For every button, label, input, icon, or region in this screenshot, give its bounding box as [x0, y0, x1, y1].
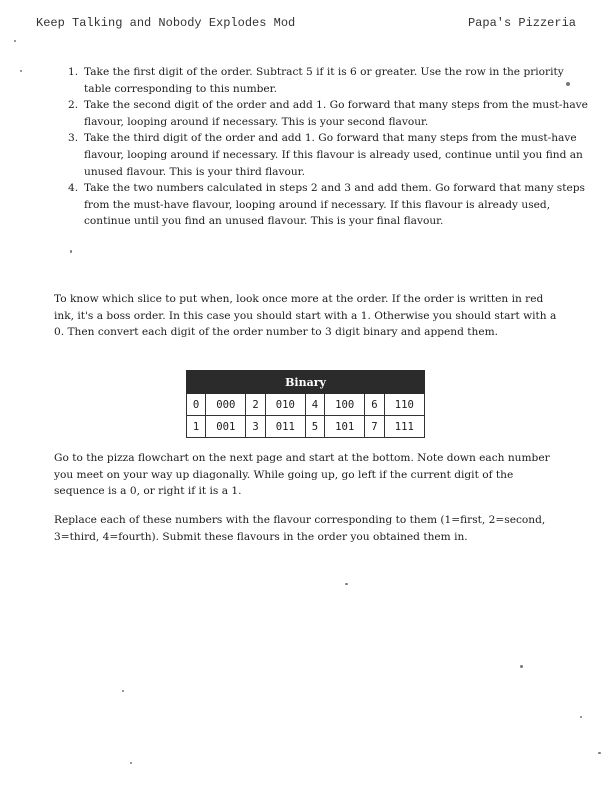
paper-speck — [566, 82, 570, 86]
step-text: Take the first digit of the order. Subtract 5 if it is 6 or greater. Use the row in the priority table corresponding to this number. — [84, 66, 564, 95]
table-cell: 100 — [325, 394, 365, 416]
step-item — [68, 64, 590, 97]
table-cell: 101 — [325, 416, 365, 438]
table-cell: 5 — [305, 416, 324, 438]
step-item — [68, 130, 590, 180]
step-text: Take the second digit of the order and add 1. Go forward that many steps from the must-have flavour, looping around if necessary. This is your second flavour. — [84, 99, 588, 128]
header-module-name: Papa's Pizzeria — [467, 16, 576, 30]
table-cell: 6 — [365, 394, 384, 416]
page-header — [36, 16, 576, 30]
table-cell: 010 — [265, 394, 305, 416]
table-cell: 0 — [187, 394, 206, 416]
step-item — [68, 97, 590, 130]
table-cell: 111 — [384, 416, 424, 438]
paper-speck — [520, 665, 523, 668]
instruction-steps — [54, 64, 590, 230]
step-text: Take the two numbers calculated in steps 2 and 3 and add them. Go forward that many steps from the must-have flavour, looping around if necessary. If this flavour is already used, continue until you find an unused flavour. This is your final flavour. — [84, 182, 585, 228]
table-cell: 001 — [206, 416, 246, 438]
table-cell: 2 — [246, 394, 265, 416]
table-cell: 011 — [265, 416, 305, 438]
binary-table-title: Binary — [187, 371, 425, 394]
binary-table — [186, 370, 425, 438]
header-module-title: Keep Talking and Nobody Explodes Mod — [36, 16, 296, 30]
paper-speck — [70, 250, 72, 253]
table-cell: 7 — [365, 416, 384, 438]
paper-speck — [130, 762, 132, 764]
paper-speck — [20, 70, 22, 72]
table-cell: 000 — [206, 394, 246, 416]
slice-order-paragraph: To know which slice to put when, look once more at the order. If the order is written in red ink, it's a boss order. In this case you should start with a 1. Otherwise you should start with a 0. Then convert each digit of the order number to 3 digit binary and append them. — [54, 293, 557, 339]
paper-speck — [122, 690, 124, 692]
table-cell: 1 — [187, 416, 206, 438]
step-number: 1. — [68, 66, 79, 78]
paper-speck — [14, 40, 16, 42]
table-cell: 3 — [246, 416, 265, 438]
replace-paragraph: Replace each of these numbers with the flavour corresponding to them (1=first, 2=second, 3=third, 4=fourth). Submit these flavours in the order you obtained them in. — [54, 514, 546, 543]
table-cell: 4 — [305, 394, 324, 416]
step-number: 3. — [68, 132, 79, 145]
paper-speck — [598, 752, 601, 754]
step-text: Take the third digit of the order and add 1. Go forward that many steps from the must-have flavour, looping around if necessary. If this flavour is already used, continue until you find an unused flavour. This is your third flavour. — [84, 132, 583, 178]
step-number: 2. — [68, 99, 79, 112]
table-row — [187, 394, 425, 416]
flowchart-paragraph: Go to the pizza flowchart on the next page and start at the bottom. Note down each number you meet on your way up diagonally. While going up, go left if the current digit of the sequence is a 0, or right if it is a 1. — [54, 452, 550, 498]
step-number: 4. — [68, 182, 79, 195]
table-cell: 110 — [384, 394, 424, 416]
paper-speck — [345, 583, 348, 585]
paper-speck — [580, 716, 582, 718]
step-item — [68, 180, 590, 230]
table-row — [187, 416, 425, 438]
